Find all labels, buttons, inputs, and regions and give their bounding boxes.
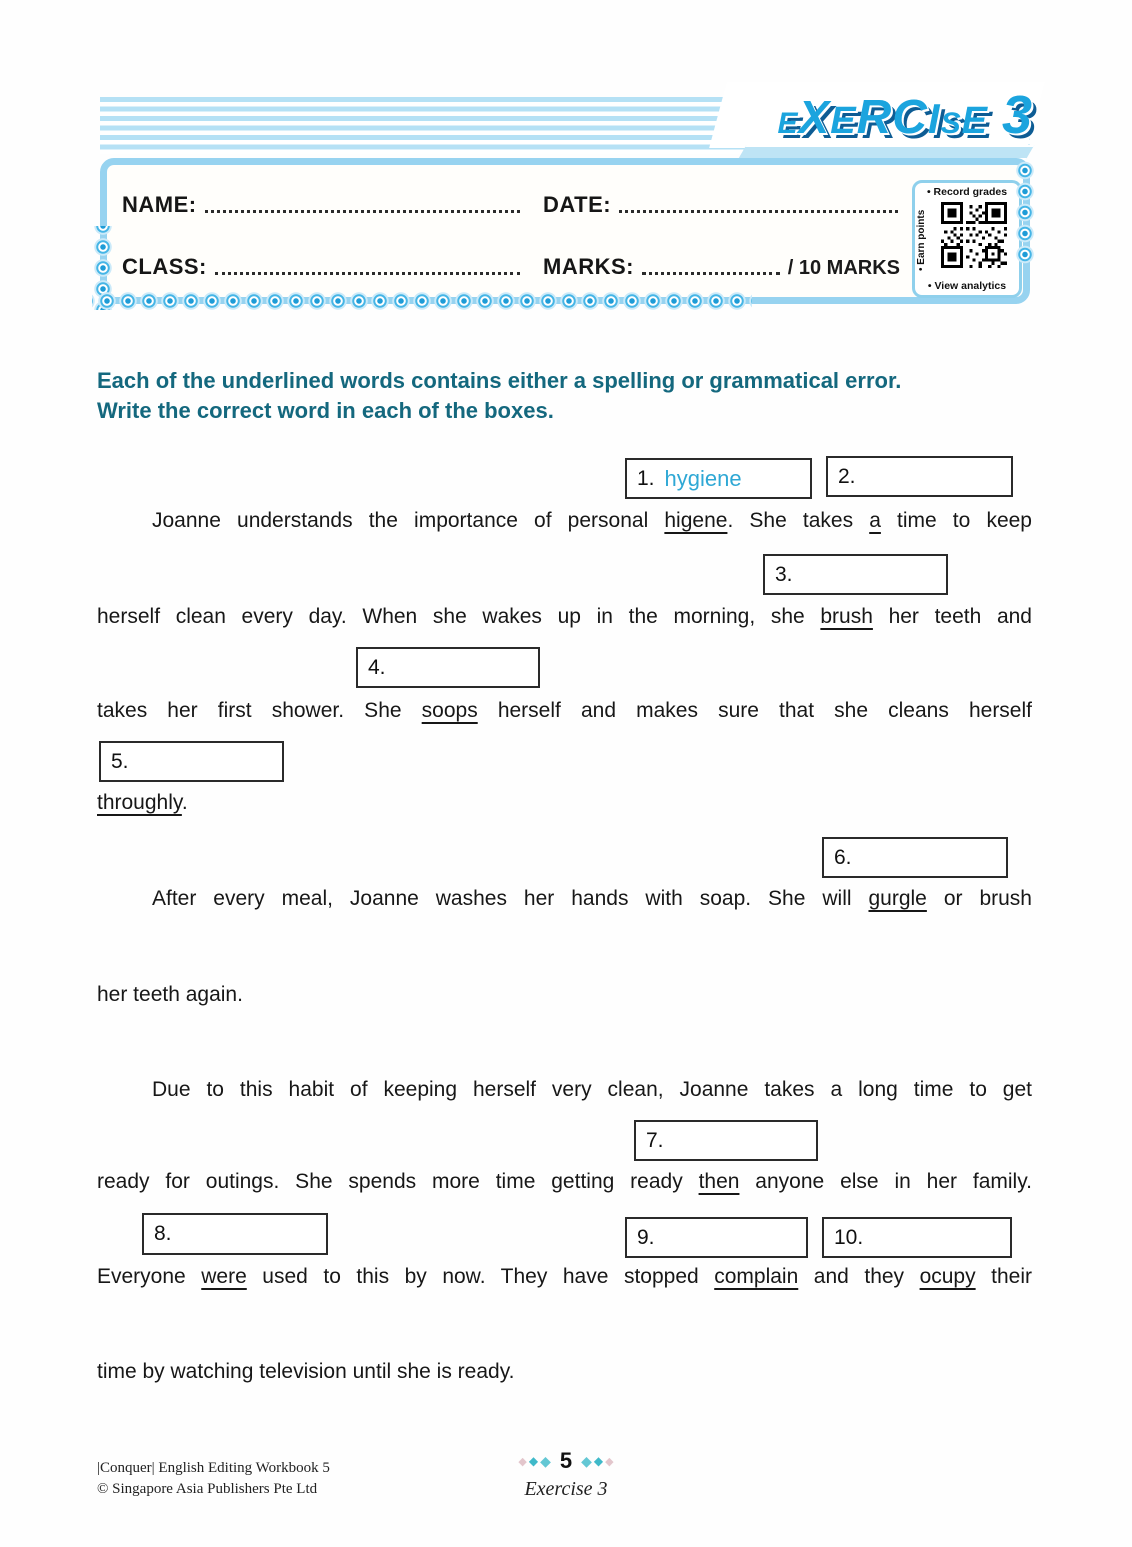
answer-box-3[interactable] — [763, 554, 948, 595]
underlined-word: then — [698, 1170, 740, 1193]
qr-panel — [912, 180, 1022, 298]
text-segment: her teeth and — [872, 605, 1032, 628]
title-letter: R — [856, 91, 892, 144]
record-grades-label: • Record grades — [926, 186, 1008, 198]
text-segment: used to this by now. They have stopped — [246, 1265, 715, 1288]
underlined-word: higene — [664, 509, 728, 532]
imprint-line-2: © Singapore Asia Publishers Pte Ltd — [97, 1481, 318, 1497]
underlined-word: brush — [820, 605, 873, 628]
diamond-icon: ◆ — [540, 1452, 551, 1469]
text-segment: . She takes — [727, 509, 870, 532]
answer-box-number: 10. — [834, 1225, 864, 1249]
text-segment: their — [975, 1265, 1033, 1288]
name-field-row — [122, 192, 520, 218]
title-number: 3 — [1001, 85, 1032, 145]
eyelet-decoration-bottom — [92, 292, 752, 310]
answer-box-number: 6. — [834, 845, 852, 869]
passage-line-8 — [97, 1168, 1032, 1196]
passage-line-2 — [97, 603, 1032, 631]
passage-line-9 — [97, 1263, 1032, 1291]
diamond-icon: ◆ — [593, 1454, 604, 1468]
text-segment: Joanne understands the importance of personal — [152, 509, 665, 532]
passage-line-4 — [97, 789, 1032, 817]
name-field-line[interactable] — [205, 210, 520, 213]
qr-code — [941, 202, 1007, 268]
text-segment: . — [181, 791, 188, 814]
answer-box-10[interactable] — [822, 1217, 1012, 1258]
marks-field-line[interactable] — [642, 272, 780, 275]
passage-line-1 — [97, 507, 1032, 535]
text-segment: herself and makes sure that she cleans herself — [477, 699, 1032, 722]
instructions — [97, 366, 1037, 426]
answer-box-7[interactable] — [634, 1120, 818, 1161]
page-number: 5 — [559, 1448, 573, 1473]
title-letter: E — [777, 107, 798, 140]
answer-box-number: 7. — [646, 1128, 664, 1152]
text-segment: herself clean every day. When she wakes up in the morning, she — [97, 605, 821, 628]
marks-field-row — [543, 254, 900, 280]
title-letter: C — [892, 91, 927, 144]
text-segment: ready for outings. She spends more time getting ready — [97, 1170, 699, 1193]
underlined-word: gurgle — [868, 887, 927, 910]
answer-box-value: hygiene — [664, 465, 742, 491]
class-label: CLASS: — [122, 254, 207, 279]
diamond-icon: ◆ — [518, 1455, 527, 1468]
diamond-icon: ◆ — [581, 1452, 592, 1469]
text-segment: Due to this habit of keeping herself very clean, Joanne takes a long time to get — [152, 1078, 1032, 1101]
title-letter: E — [961, 100, 987, 142]
marks-label: MARKS: — [543, 254, 634, 279]
underlined-word: a — [869, 509, 881, 532]
answer-box-6[interactable] — [822, 837, 1008, 878]
answer-box-number: 9. — [637, 1225, 655, 1249]
answer-box-number: 2. — [838, 464, 856, 488]
underlined-word: soops — [421, 699, 478, 722]
underlined-word: were — [201, 1265, 247, 1288]
text-segment: time to keep — [880, 509, 1032, 532]
page-number-row — [441, 1448, 691, 1474]
answer-box-number: 5. — [111, 749, 129, 773]
instructions-line-1: Each of the underlined words contains either a spelling or grammatical error. — [97, 368, 902, 393]
text-segment: Everyone — [97, 1265, 202, 1288]
eyelet-decoration-right — [1016, 160, 1034, 265]
text-segment: or brush — [926, 887, 1032, 910]
passage-line-7 — [97, 1076, 1032, 1104]
text-segment: and they — [798, 1265, 920, 1288]
underlined-word: throughly — [97, 791, 182, 814]
passage-line-6 — [97, 981, 1032, 1009]
text-segment: time by watching television until she is ready. — [97, 1360, 515, 1383]
title-letter: S — [940, 107, 961, 140]
answer-box-8[interactable] — [142, 1213, 328, 1255]
passage-line-10 — [97, 1358, 1032, 1386]
diamond-icon: ◆ — [528, 1454, 539, 1468]
imprint-line-1: |Conquer| English Editing Workbook 5 — [97, 1460, 330, 1476]
passage-line-5 — [97, 885, 1032, 913]
title-letter: X — [798, 91, 830, 143]
answer-box-number: 3. — [775, 562, 793, 586]
date-field-line[interactable] — [619, 210, 898, 213]
student-info-box — [100, 158, 1030, 304]
date-field-row — [543, 192, 898, 218]
text-segment: After every meal, Joanne washes her hands with soap. She will — [152, 887, 869, 910]
answer-box-number: 8. — [154, 1222, 172, 1245]
view-analytics-label: • View analytics — [927, 280, 1007, 292]
answer-box-9[interactable] — [625, 1217, 808, 1258]
name-label: NAME: — [122, 192, 197, 217]
imprint — [97, 1458, 330, 1500]
underlined-word: complain — [714, 1265, 799, 1288]
text-segment: anyone else in her family. — [739, 1170, 1032, 1193]
answer-box-number: 4. — [368, 655, 386, 679]
page-title — [720, 84, 1032, 146]
marks-total-label: / 10 MARKS — [787, 257, 900, 279]
earn-points-label: • Earn points — [916, 209, 927, 271]
answer-box-1[interactable] — [625, 458, 812, 499]
date-label: DATE: — [543, 192, 612, 217]
class-field-row — [122, 254, 520, 280]
answer-box-2[interactable] — [826, 456, 1013, 497]
answer-box-number: 1. — [637, 466, 655, 490]
answer-box-5[interactable] — [99, 741, 284, 782]
text-segment: takes her first shower. She — [97, 699, 422, 722]
class-field-line[interactable] — [215, 272, 520, 275]
passage-line-3 — [97, 697, 1032, 725]
footer-exercise-label: Exercise 3 — [524, 1478, 608, 1500]
underlined-word: ocupy — [919, 1265, 976, 1288]
diamond-icon: ◆ — [605, 1455, 614, 1468]
answer-box-4[interactable] — [356, 647, 540, 688]
instructions-line-2: Write the correct word in each of the boxes. — [97, 398, 554, 423]
text-segment: her teeth again. — [97, 983, 243, 1006]
title-letter: E — [830, 100, 856, 142]
title-letter: I — [927, 95, 940, 142]
